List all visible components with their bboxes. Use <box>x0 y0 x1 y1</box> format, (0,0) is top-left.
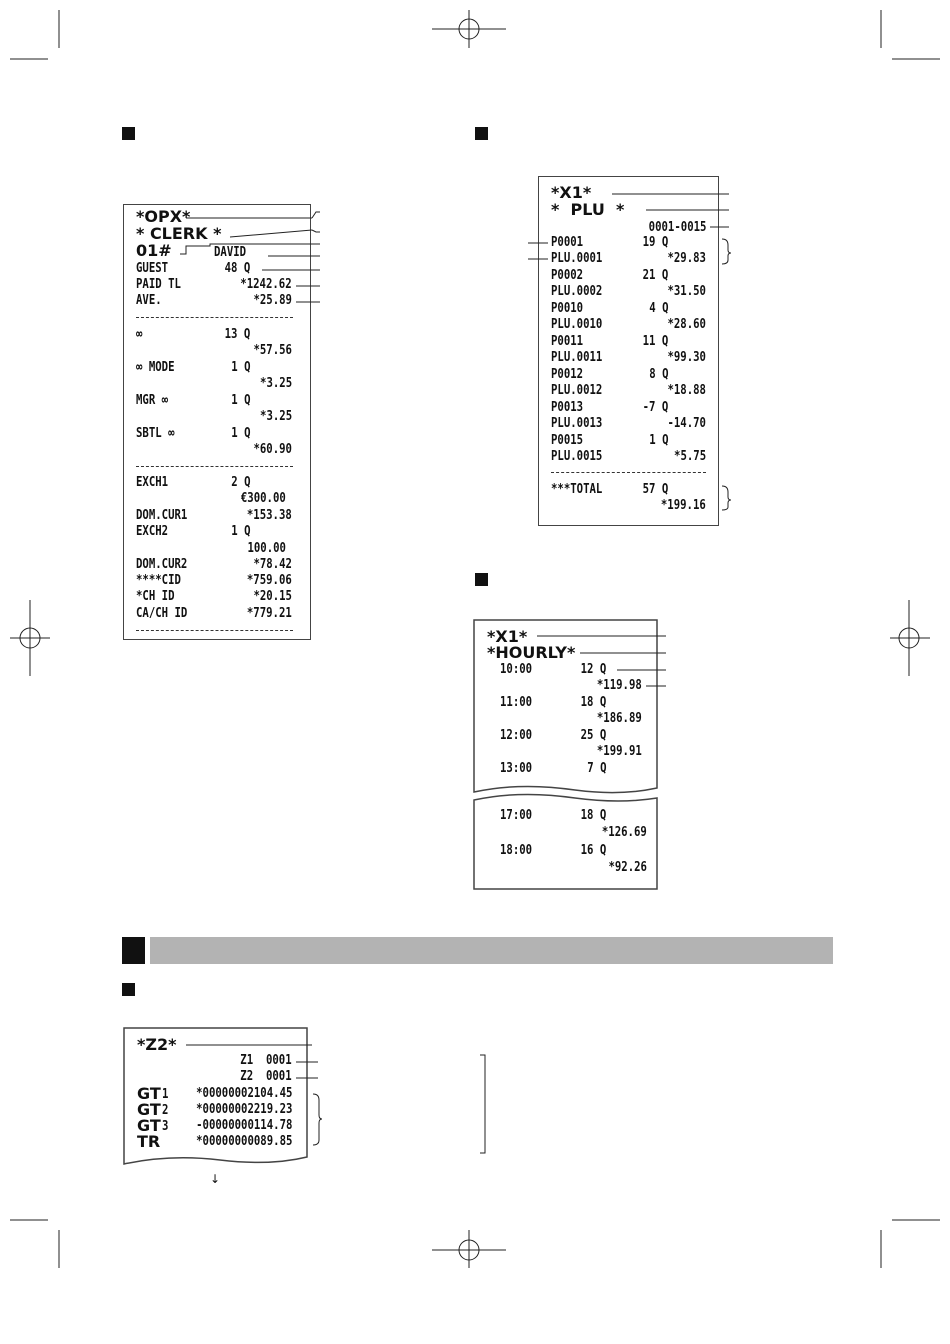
z2-total-label: GT <box>137 1084 161 1103</box>
hourly-amount: *92.26 <box>608 860 647 875</box>
z2-total-amount: *00000000089.85 <box>195 1134 292 1149</box>
row-amount: *3.25 <box>259 409 292 424</box>
hourly-qty: 18 Q <box>580 808 606 823</box>
row-label: ∞ MODE <box>136 360 175 375</box>
row-label: DOM.CUR1 <box>136 508 188 523</box>
row-amount: *3.25 <box>259 376 292 391</box>
hourly-qty: 12 Q <box>580 662 606 677</box>
z2-total-amount: *00000002104.45 <box>195 1086 292 1101</box>
plu-item-name: PLU.0013 <box>551 416 603 431</box>
plu-item-code: P0001 <box>551 235 584 250</box>
clerk-name: DAVID <box>214 245 247 260</box>
plu-item-amount: *99.30 <box>667 350 706 365</box>
plu-item-name: PLU.0015 <box>551 449 603 464</box>
down-arrow-icon: ↓ <box>210 1172 221 1186</box>
plu-header1: *X1* <box>551 183 592 202</box>
plu-item-code: P0011 <box>551 334 584 349</box>
row-amount: *60.90 <box>253 442 292 457</box>
hourly-header2: *HOURLY* <box>487 643 576 662</box>
hourly-amount: *126.69 <box>602 825 647 840</box>
hourly-qty: 25 Q <box>580 728 606 743</box>
row-label: SBTL ∞ <box>136 426 175 441</box>
row-label: ∞ <box>136 327 143 342</box>
row-amount: *153.38 <box>247 508 292 523</box>
row-label: MGR ∞ <box>136 393 169 408</box>
plu-item-amount: -14.70 <box>667 416 706 431</box>
row-qty: 48 Q <box>224 261 250 276</box>
z2-header: *Z2* <box>137 1035 177 1054</box>
plu-item-qty: -7 Q <box>642 400 668 415</box>
row-qty: 13 Q <box>224 327 250 342</box>
plu-item-code: P0002 <box>551 268 584 283</box>
row-qty: 2 Q <box>230 475 250 490</box>
plu-item-code: P0012 <box>551 367 584 382</box>
hourly-amount: *199.91 <box>597 744 642 759</box>
hourly-time: 13:00 <box>500 761 533 776</box>
row-label: GUEST <box>136 261 169 276</box>
clerk-header1: *OPX* <box>136 207 191 226</box>
row-qty: 1 Q <box>230 426 250 441</box>
plu-item-amount: *31.50 <box>667 284 706 299</box>
row-amount: 100.00 <box>247 541 286 556</box>
row-label: AVE. <box>136 293 162 308</box>
row-amount: *1242.62 <box>240 277 292 292</box>
z2-total-label: GT <box>137 1116 161 1135</box>
row-amount: *779.21 <box>247 606 292 621</box>
plu-item-qty: 1 Q <box>648 433 668 448</box>
z2-total-amount: *00000002219.23 <box>195 1102 292 1117</box>
plu-item-qty: 4 Q <box>648 301 668 316</box>
row-amount: *20.15 <box>253 589 292 604</box>
plu-item-amount: *29.83 <box>667 251 706 266</box>
hourly-amount: *119.98 <box>597 678 642 693</box>
hourly-time: 10:00 <box>500 662 533 677</box>
row-label: *CH ID <box>136 589 175 604</box>
plu-item-name: PLU.0011 <box>551 350 603 365</box>
hourly-time: 11:00 <box>500 695 533 710</box>
plu-item-amount: *18.88 <box>667 383 706 398</box>
row-qty: 1 Q <box>230 524 250 539</box>
plu-item-code: P0015 <box>551 433 584 448</box>
row-label: CA/CH ID <box>136 606 188 621</box>
plu-header2: * PLU * <box>551 200 625 219</box>
clerk-number: 01# <box>136 241 172 260</box>
z2-total-amount: -00000000114.78 <box>195 1118 292 1133</box>
z2-total-index: 3 <box>162 1119 169 1134</box>
plu-item-qty: 21 Q <box>642 268 668 283</box>
z2-total-label: TR <box>137 1132 161 1151</box>
row-label: ****CID <box>136 573 181 588</box>
hourly-qty: 7 Q <box>586 761 606 776</box>
plu-item-name: PLU.0012 <box>551 383 603 398</box>
z2-total-index: 2 <box>162 1103 169 1118</box>
row-amount: *25.89 <box>253 293 292 308</box>
row-label: PAID TL <box>136 277 181 292</box>
plu-range: 0001-0015 <box>648 220 706 235</box>
plu-total-qty: 57 Q <box>642 482 668 497</box>
row-label: EXCH1 <box>136 475 169 490</box>
plu-item-code: P0013 <box>551 400 584 415</box>
hourly-time: 17:00 <box>500 808 533 823</box>
hourly-amount: *186.89 <box>597 711 642 726</box>
hourly-header1: *X1* <box>487 627 528 646</box>
row-label: DOM.CUR2 <box>136 557 188 572</box>
z2-counter-z2: Z2 0001 <box>240 1069 292 1084</box>
row-qty: 1 Q <box>230 393 250 408</box>
plu-item-qty: 8 Q <box>648 367 668 382</box>
row-qty: 1 Q <box>230 360 250 375</box>
plu-item-name: PLU.0001 <box>551 251 603 266</box>
plu-item-name: PLU.0002 <box>551 284 603 299</box>
plu-item-code: P0010 <box>551 301 584 316</box>
plu-total-label: ***TOTAL <box>551 482 603 497</box>
row-amount: *78.42 <box>253 557 292 572</box>
plu-item-amount: *28.60 <box>667 317 706 332</box>
plu-item-qty: 11 Q <box>642 334 668 349</box>
hourly-qty: 18 Q <box>580 695 606 710</box>
hourly-qty: 16 Q <box>580 843 606 858</box>
z2-counter-z1: Z1 0001 <box>240 1053 292 1068</box>
plu-item-amount: *5.75 <box>673 449 706 464</box>
hourly-time: 12:00 <box>500 728 533 743</box>
plu-item-qty: 19 Q <box>642 235 668 250</box>
row-amount: *57.56 <box>253 343 292 358</box>
z2-total-label: GT <box>137 1100 161 1119</box>
plu-total-amount: *199.16 <box>661 498 706 513</box>
plu-item-name: PLU.0010 <box>551 317 603 332</box>
hourly-time: 18:00 <box>500 843 533 858</box>
z2-total-index: 1 <box>162 1087 169 1102</box>
row-amount: *759.06 <box>247 573 292 588</box>
row-label: EXCH2 <box>136 524 169 539</box>
row-amount: €300.00 <box>241 491 286 506</box>
clerk-header2: * CLERK * <box>136 224 222 243</box>
